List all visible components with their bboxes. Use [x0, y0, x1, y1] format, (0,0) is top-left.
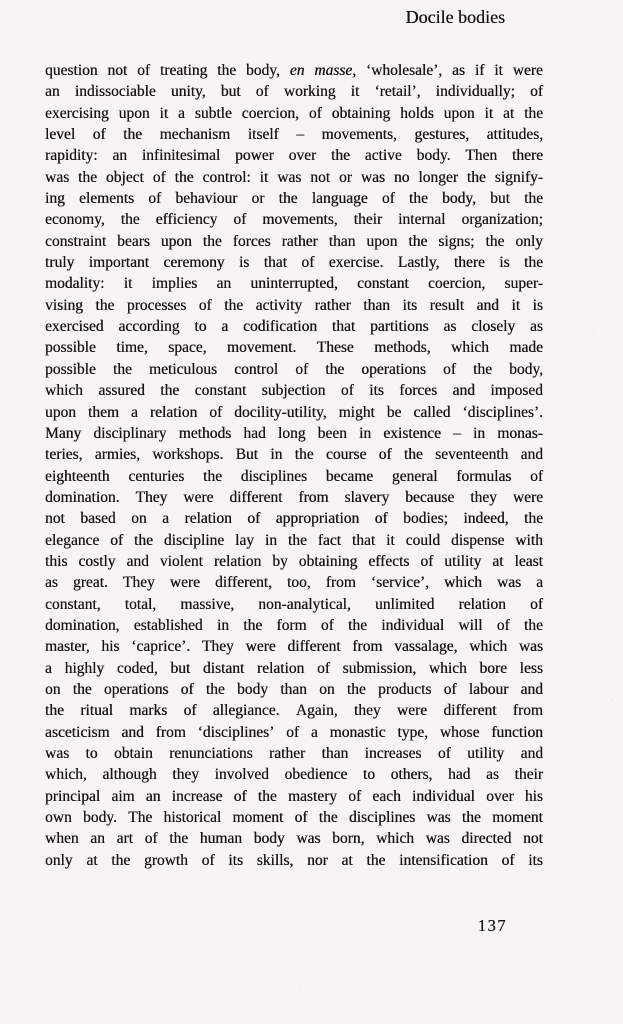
- body-text: [45, 60, 543, 871]
- running-head: Docile bodies: [405, 7, 505, 27]
- text-line: as great. They were different, too, from ‘service’, which was a: [45, 574, 543, 592]
- text-line: teries, armies, workshops. But in the course of the seventeenth and: [45, 446, 543, 464]
- text-line: possible time, space, movement. These methods, which made: [45, 339, 543, 357]
- text-line: constant, total, massive, non-analytical, unlimited relation of: [45, 595, 543, 613]
- text-line: the ritual marks of allegiance. Again, they were different from: [45, 702, 543, 720]
- text-line: this costly and violent relation by obtaining effects of utility at least: [45, 552, 543, 570]
- text-line: was to obtain renunciations rather than increases of utility and: [45, 745, 543, 762]
- text-line: elegance of the discipline lay in the fact that it could dispense with: [45, 531, 543, 549]
- text-line: possible the meticulous control of the operations of the body,: [45, 360, 543, 378]
- text-line: eighteenth centuries the disciplines became general formulas of: [45, 467, 543, 485]
- text-line: was the object of the control: it was not or was no longer the signify-: [45, 168, 543, 186]
- text-line: question not of treating the body, en masse, ‘wholesale’, as if it were: [45, 62, 543, 79]
- text-line: only at the growth of its skills, nor at the intensification of its: [45, 851, 543, 869]
- text-line: constraint bears upon the forces rather than upon the signs; the only: [45, 232, 543, 250]
- text-line: which assured the constant subjection of its forces and imposed: [45, 382, 543, 400]
- text-line: asceticism and from ‘disciplines’ of a monastic type, whose function: [45, 723, 543, 741]
- text-line: rapidity: an infinitesimal power over the active body. Then there: [45, 147, 543, 165]
- text-line: an indissociable unity, but of working it ‘retail’, individually; of: [45, 83, 543, 101]
- text-line: principal aim an increase of the mastery of each individual over his: [45, 787, 543, 805]
- text-line: upon them a relation of docility-utility, might be called ‘disciplines’.: [45, 403, 543, 421]
- text-line: modality: it implies an uninterrupted, constant coercion, super-: [45, 275, 543, 293]
- text-line: economy, the efficiency of movements, their internal organization;: [45, 211, 543, 229]
- text-line: a highly coded, but distant relation of submission, which bore less: [45, 659, 543, 677]
- text-line: on the operations of the body than on the products of labour and: [45, 680, 543, 698]
- text-line: domination, established in the form of the individual will of the: [45, 616, 543, 634]
- text-line: which, although they involved obedience to others, had as their: [45, 766, 543, 784]
- text-line: when an art of the human body was born, which was directed not: [45, 830, 543, 848]
- text-line: exercising upon it a subtle coercion, of obtaining holds upon it at the: [45, 104, 543, 122]
- text-line: level of the mechanism itself – movements, gestures, attitudes,: [45, 126, 543, 144]
- text-line: domination. They were different from slavery because they were: [45, 488, 543, 506]
- text-line: vising the processes of the activity rather than its result and it is: [45, 296, 543, 314]
- text-line: truly important ceremony is that of exercise. Lastly, there is the: [45, 254, 543, 272]
- text-line: not based on a relation of appropriation of bodies; indeed, the: [45, 510, 543, 528]
- text-line: ing elements of behaviour or the language of the body, but the: [45, 190, 543, 208]
- text-line: exercised according to a codification that partitions as closely as: [45, 318, 543, 336]
- text-line: own body. The historical moment of the disciplines was the moment: [45, 809, 543, 827]
- text-line: Many disciplinary methods had long been in existence – in monas-: [45, 424, 543, 442]
- text-line: master, his ‘caprice’. They were different from vassalage, which was: [45, 638, 543, 656]
- page-number: 137: [477, 916, 507, 935]
